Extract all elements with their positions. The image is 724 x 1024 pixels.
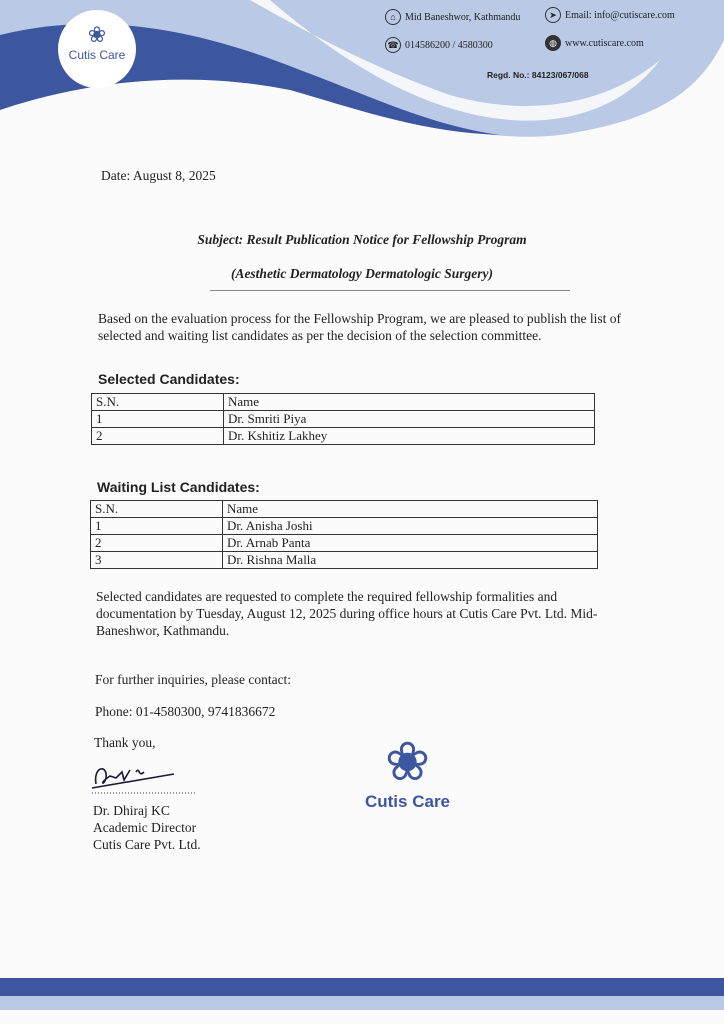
table-row: 3 Dr. Rishna Malla [91, 552, 598, 569]
table-row: 1 Dr. Smriti Piya [92, 411, 595, 428]
intro-paragraph: Based on the evaluation process for the Fellowship Program, we are pleased to publish the list of selected and waiting list candidates as per the decision of the selection committee. [98, 311, 622, 343]
email: Email: info@cutiscare.com [565, 9, 675, 21]
waiting-table [90, 500, 598, 569]
address: Mid Baneshwor, Kathmandu [405, 11, 521, 23]
table-row: 2 Dr. Kshitiz Lakhey [92, 428, 595, 445]
selected-heading: Selected Candidates: [98, 371, 240, 387]
selected-table [91, 393, 595, 445]
cursor-icon: ➤ [545, 7, 561, 23]
signatory-title: Academic Director [93, 820, 197, 835]
contact-phone: Phone: 01-4580300, 9741836672 [95, 704, 276, 719]
signatory-name: Dr. Dhiraj KC [93, 803, 170, 818]
table-row: 2 Dr. Arnab Panta [91, 535, 598, 552]
waiting-heading: Waiting List Candidates: [97, 479, 260, 495]
website: www.cutiscare.com [565, 37, 644, 49]
lotus-icon: ❀ [87, 22, 107, 47]
phone-header: 014586200 / 4580300 [405, 39, 493, 51]
globe-icon: ◍ [545, 35, 561, 51]
brand-logo-circle: ❀ Cutis Care [58, 10, 136, 88]
table-row: 1 Dr. Anisha Joshi [91, 518, 598, 535]
table-header: S.N. Name [91, 501, 598, 518]
inquiries: For further inquiries, please contact: [95, 672, 292, 687]
phone-icon: ☎ [385, 37, 401, 53]
footer-bar-light [0, 996, 724, 1010]
date: Date: August 8, 2025 [101, 168, 216, 183]
subject: Subject: Result Publication Notice for Fellowship Program [197, 232, 527, 247]
table-header: S.N. Name [92, 394, 595, 411]
stamp-logo: ❀ Cutis Care [350, 732, 465, 812]
home-icon: ⌂ [385, 9, 401, 25]
thanks: Thank you, [94, 735, 156, 750]
signatory-org: Cutis Care Pvt. Ltd. [93, 837, 201, 852]
regd-number: Regd. No.: 84123/067/068 [487, 70, 589, 80]
instructions-paragraph: Selected candidates are requested to complete the required fellowship formalities and documentation by Tuesday, August 12, 2025 during office hours at Cutis Care Pvt. Ltd. Mid-Baneshwor, Kathmandu. [96, 589, 598, 638]
footer-bar [0, 978, 724, 996]
signature [88, 756, 198, 796]
divider [210, 290, 570, 291]
lotus-icon: ❀ [384, 732, 431, 792]
subtitle: (Aesthetic Dermatology Dermatologic Surgery) [230, 266, 494, 281]
